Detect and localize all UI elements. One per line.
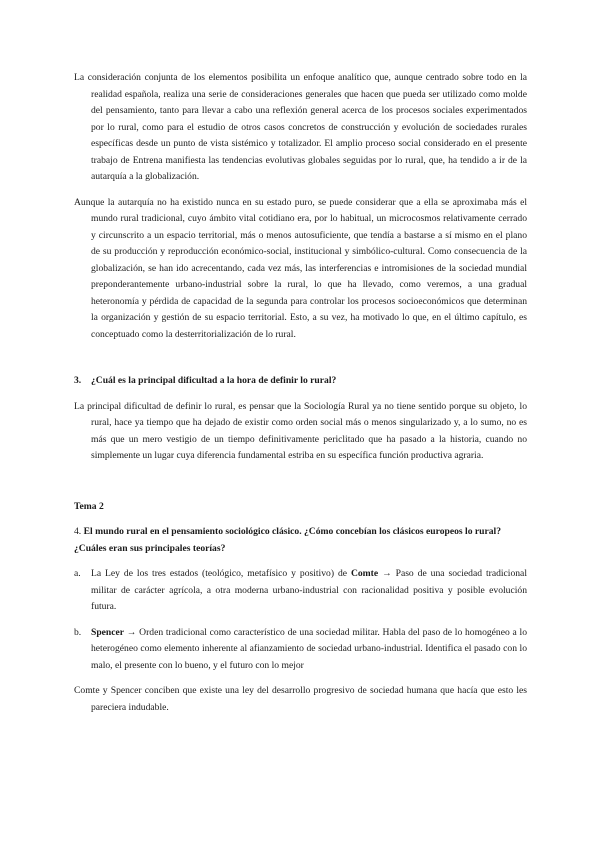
- paragraph-dificultad: La principal dificultad de definir lo rural, es pensar que la Sociología Rural ya no tiene sentido porque su objeto, lo rural, hace ya tiempo que ha dejado de existir como orden social más o menos singularizado y, a lo sumo, no es más que un mero vestigio de un tiempo definitivamente periclitado que ha pasado a la historia, cuando no simplemente un lugar cuya diferencia fundamental estriba en su específica función productiva agraria.: [74, 400, 527, 461]
- heading-number: 3.: [74, 375, 82, 386]
- section-heading-3: [74, 373, 527, 390]
- list-item-text-pre: La Ley de los tres estados (teológico, metafísico y positivo) de: [91, 568, 351, 579]
- list-marker: a.: [74, 568, 81, 579]
- list-item-comte: [74, 566, 527, 616]
- paragraph-autarquia: Aunque la autarquía no ha existido nunca en su estado puro, se puede considerar que a ella se aproximaba más el mundo rural tradicional, cuyo ámbito vital cotidiano era, por lo habitual, un microcosmos relativamente cerrado y circunscrito a un espacio territorial, más o menos autosuficiente, que tendía a bastarse a sí mismo en el plano de su producción y reproducción económico-social, institucional y simbólico-cultural. Como consecuencia de la globalización, se han ido acrecentando, cada vez más, las interferencias e intromisiones de la sociedad mundial preponderantemente urbano-industrial sobre la rural, lo que ha llevado, como veremos, a una gradual heteronomía y pérdida de capacidad de la segunda para controlar los procesos socioeconómicos que determinan la organización y gestión de su espacio territorial. Esto, a su vez, ha motivado lo que, en el último capítulo, es conceptuado como la desterritorialización de lo rural.: [74, 196, 527, 340]
- list-item-author: Spencer: [91, 626, 125, 638]
- list-item-text-post: → Paso de una sociedad tradicional militar de carácter agrícola, a otra moderna urbano-industrial con racionalidad positiva y posible evolución futura.: [91, 568, 527, 612]
- list-item-spencer: [74, 625, 527, 675]
- list-item-text-post: → Orden tradicional como característico de una sociedad militar. Habla del paso de lo homogéneo a lo heterogéneo como elemento inherente al afianzamiento de sociedad urbano-industrial. Identifica el pasado con lo malo, el presente con lo bueno, y el futuro con lo mejor: [91, 626, 527, 671]
- tema-heading: Tema 2: [74, 500, 104, 512]
- question-number: 4.: [74, 526, 82, 537]
- document-page: [74, 70, 527, 716]
- paragraph-conclusion: Comte y Spencer conciben que existe una ley del desarrollo progresivo de sociedad humana que hacía que esto les pareciera indudable.: [74, 685, 527, 713]
- list-marker: b.: [74, 626, 82, 638]
- list-item-author: Comte: [350, 568, 379, 579]
- question-4: [74, 524, 527, 557]
- heading-text: ¿Cuál es la principal dificultad a la hora de definir lo rural?: [91, 375, 337, 386]
- paragraph-intro: La consideración conjunta de los elementos posibilita un enfoque analítico que, aunque centrado sobre todo en la realidad española, realiza una serie de consideraciones generales que hacen que pueda ser utilizado como molde del pensamiento, tanto para llevar a cabo una reflexión general acerca de los procesos sociales experimentados por lo rural, como para el estudio de otros casos concretos de construcción y evolución de sociedades rurales específicas desde un punto de vista sistémico y totalizador. El amplio proceso social considerado en el presente trabajo de Entrena manifiesta las tendencias evolutivas globales seguidas por lo rural, que, ha tendido a ir de la autarquía a la globalización.: [74, 72, 527, 182]
- question-text: El mundo rural en el pensamiento sociológico clásico. ¿Cómo concebían los clásicos europeos lo rural? ¿Cuáles eran sus principales teorías?: [74, 526, 502, 554]
